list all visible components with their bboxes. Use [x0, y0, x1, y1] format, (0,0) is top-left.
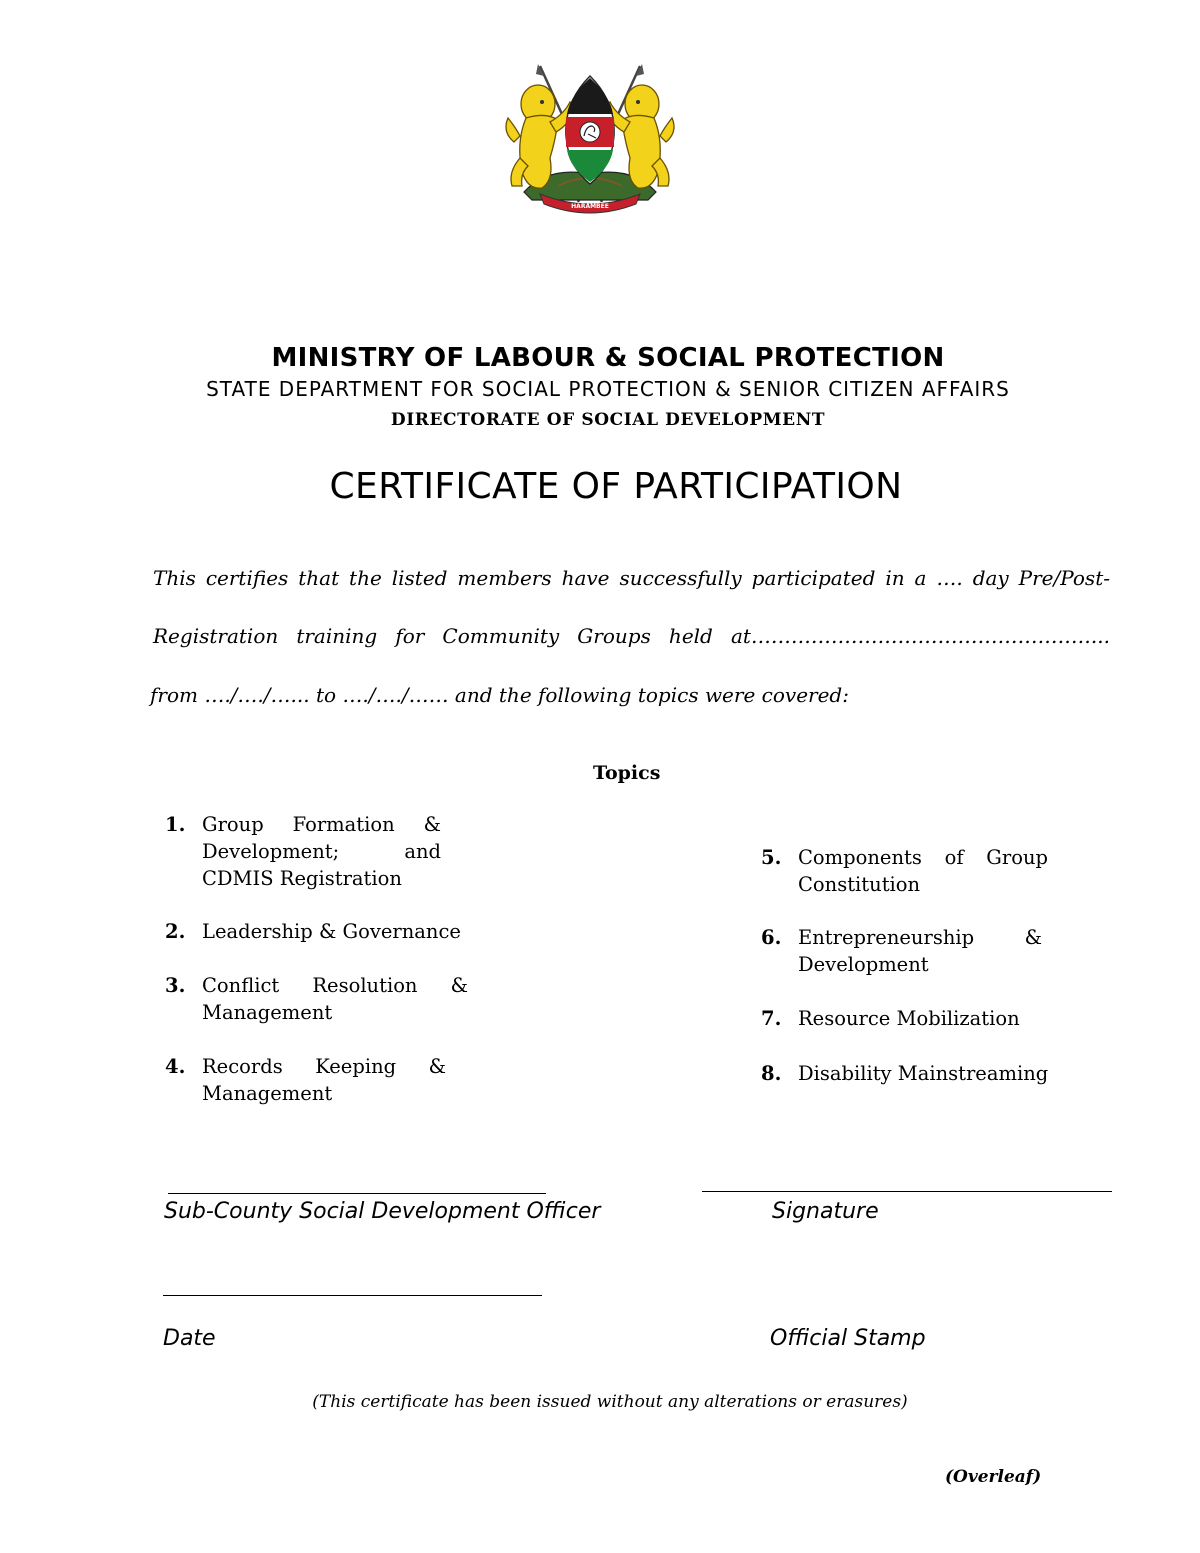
certification-line-1: This certifies that the listed members have successfully participated in a …. day Pre/Post- — [153, 566, 1110, 590]
directorate-heading: DIRECTORATE OF SOCIAL DEVELOPMENT — [390, 410, 826, 430]
officer-signature-line — [168, 1193, 546, 1194]
topic-label: Entrepreneurship & Development — [798, 926, 1042, 976]
topic-number: 6. — [761, 926, 782, 949]
state-department-heading: STATE DEPARTMENT FOR SOCIAL PROTECTION & SENIOR CITIZEN AFFAIRS — [206, 377, 1010, 401]
topic-label: Group Formation & Development; and CDMIS Registration — [202, 813, 441, 890]
certification-line-2: Registration training for Community Groups held at……………………………………………... — [153, 624, 1110, 648]
topic-label: Leadership & Governance — [202, 920, 461, 943]
topic-label: Components of Group Constitution — [798, 846, 1048, 896]
motto-text: HARAMBEE — [571, 203, 609, 210]
topic-label: Records Keeping & Management — [202, 1055, 446, 1105]
topic-number: 5. — [761, 846, 782, 869]
topic-number: 7. — [761, 1007, 782, 1030]
kenya-coat-of-arms-icon — [498, 62, 682, 214]
certificate-title: CERTIFICATE OF PARTICIPATION — [329, 466, 903, 507]
issuance-note: (This certificate has been issued without any alterations or erasures) — [312, 1392, 908, 1412]
official-stamp-label: Official Stamp — [770, 1326, 926, 1351]
topic-label: Resource Mobilization — [798, 1007, 1020, 1030]
certification-line-3: from …./…./…... to …./…./…… and the following topics were covered: — [150, 683, 849, 707]
officer-label: Sub-County Social Development Officer — [164, 1199, 601, 1224]
topic-number: 1. — [165, 813, 186, 836]
topic-number: 3. — [165, 974, 186, 997]
overleaf-note: (Overleaf) — [945, 1467, 1042, 1487]
topics-heading: Topics — [593, 762, 661, 784]
topic-number: 4. — [165, 1055, 186, 1078]
topic-label: Disability Mainstreaming — [798, 1062, 1049, 1085]
topic-number: 2. — [165, 920, 186, 943]
signature-label: Signature — [772, 1199, 879, 1224]
topic-label: Conflict Resolution & Management — [202, 974, 468, 1024]
topic-number: 8. — [761, 1062, 782, 1085]
date-line — [163, 1295, 542, 1296]
ministry-heading: MINISTRY OF LABOUR & SOCIAL PROTECTION — [271, 343, 945, 373]
signature-line — [702, 1191, 1112, 1192]
date-label: Date — [163, 1326, 216, 1351]
